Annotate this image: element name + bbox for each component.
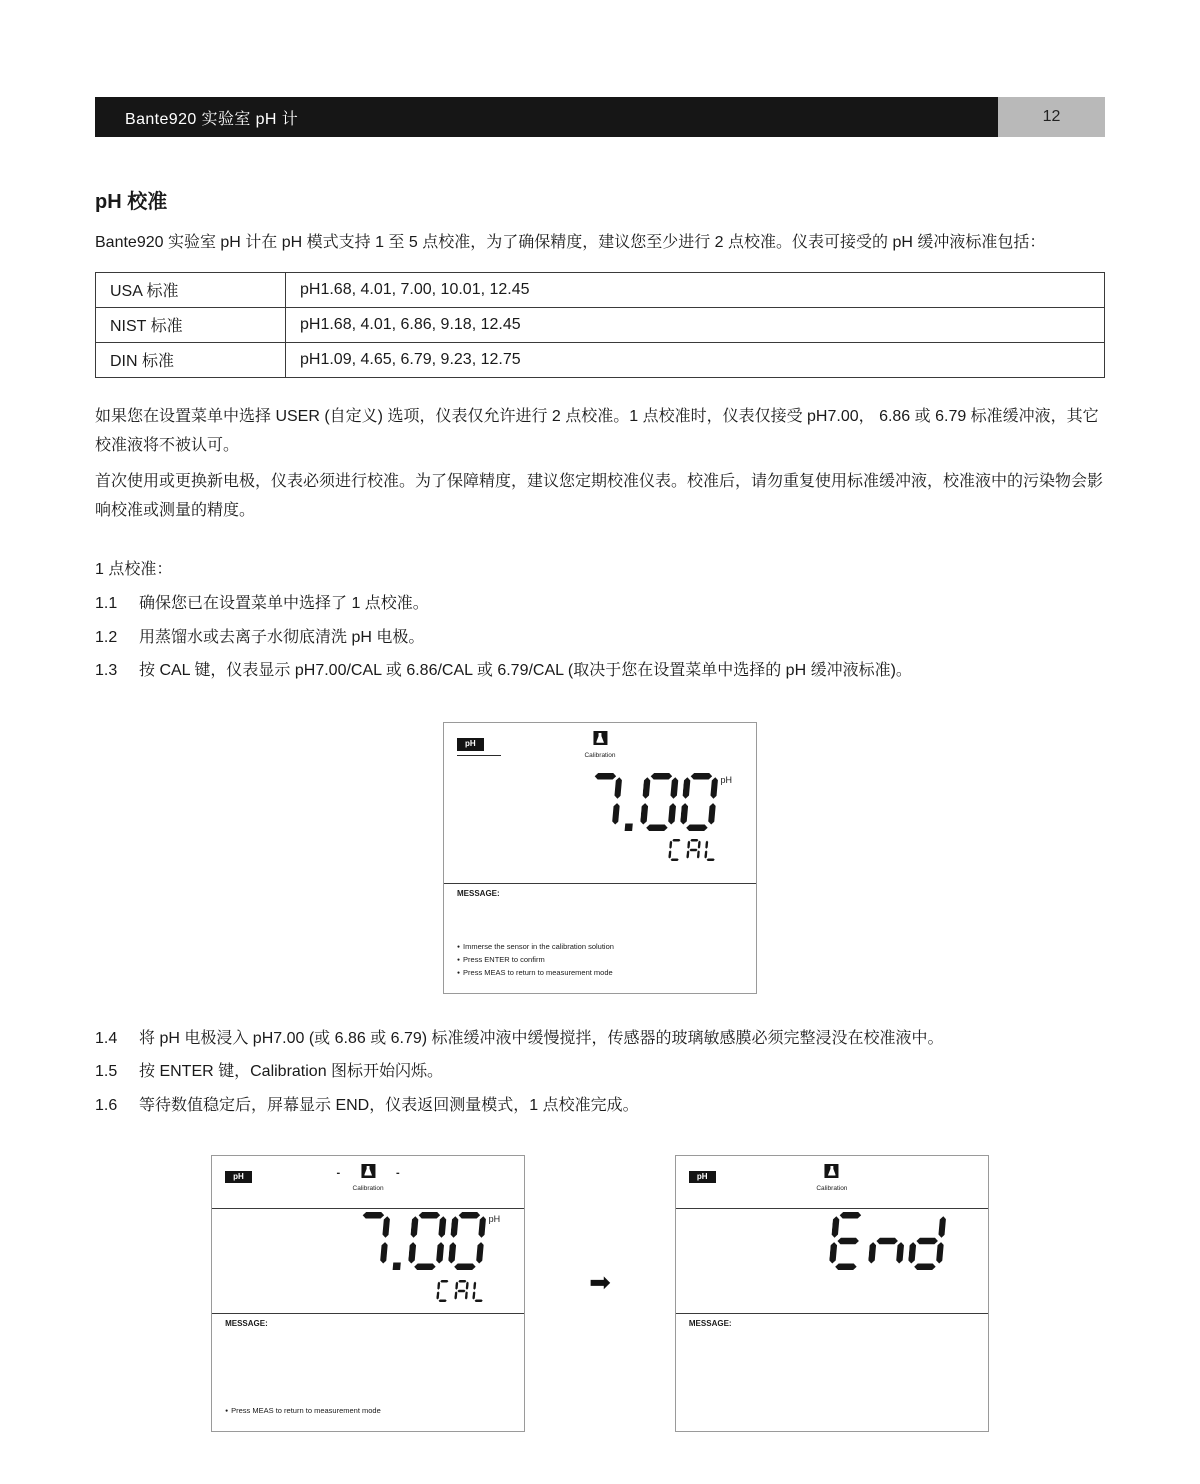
step-item bbox=[95, 1022, 1105, 1056]
lcd-divider bbox=[676, 1313, 988, 1314]
calibration-indicator-flashing bbox=[336, 1164, 400, 1192]
flash-mark-left: - bbox=[336, 1166, 341, 1179]
step-item bbox=[95, 587, 1105, 621]
lcd-display-flashing bbox=[211, 1155, 525, 1432]
step-number: 1.1 bbox=[95, 594, 118, 612]
step-text: 确保您已在设置菜单中选择了 1 点校准。 bbox=[139, 594, 429, 612]
lcd-message: ● Press MEAS to return to measurement mode bbox=[457, 967, 613, 977]
ph-mode-badge bbox=[457, 733, 501, 756]
lcd-top-divider bbox=[676, 1208, 988, 1209]
standard-values: pH1.68, 4.01, 6.86, 9.18, 12.45 bbox=[286, 307, 1105, 342]
seven-segment-end bbox=[828, 1212, 946, 1270]
step-item bbox=[95, 1089, 1105, 1123]
lcd-main-value bbox=[354, 1212, 500, 1270]
lcd-message: ● Press MEAS to return to measurement mode bbox=[225, 1405, 381, 1415]
calibration-icon bbox=[825, 1164, 839, 1178]
lcd-divider bbox=[212, 1313, 524, 1314]
bullet-icon: ● bbox=[457, 943, 461, 950]
lcd-main-value bbox=[586, 773, 732, 831]
message-label: MESSAGE: bbox=[688, 1318, 732, 1328]
calibration-label: Calibration bbox=[584, 751, 616, 759]
flash-mark-right: - bbox=[395, 1166, 400, 1179]
bullet-icon: ● bbox=[457, 956, 461, 963]
standard-name: USA 标准 bbox=[96, 272, 286, 307]
lcd-display-end bbox=[675, 1155, 989, 1432]
table-row bbox=[96, 307, 1105, 342]
user-option-paragraph: 如果您在设置菜单中选择 USER (自定义) 选项，仪表仅允许进行 2 点校准。1 点校准时，仪表仅接受 pH7.00， 6.86 或 6.79 标准缓冲液，其它校准液将不被认可。 bbox=[95, 407, 1099, 455]
step-item bbox=[95, 1055, 1105, 1089]
step-text: 用蒸馏水或去离子水彻底清洗 pH 电极。 bbox=[139, 628, 425, 646]
calibration-icon bbox=[593, 731, 607, 745]
lcd-top-divider bbox=[212, 1208, 524, 1209]
step-text: 将 pH 电极浸入 pH7.00 (或 6.86 或 6.79) 标准缓冲液中缓慢搅拌，传感器的玻璃敏感膜必须完整浸没在校准液中。 bbox=[139, 1029, 944, 1047]
step-number: 1.5 bbox=[95, 1063, 118, 1081]
table-row bbox=[96, 342, 1105, 377]
calibration-label: Calibration bbox=[816, 1184, 848, 1192]
step-item bbox=[95, 621, 1105, 655]
header-title: Bante920 实验室 pH 计 bbox=[95, 97, 998, 137]
lcd-sequence-row bbox=[95, 1155, 1105, 1432]
table-row bbox=[96, 272, 1105, 307]
lcd-illustration-row bbox=[95, 722, 1105, 994]
calibration-indicator bbox=[584, 731, 615, 759]
standard-name: DIN 标准 bbox=[96, 342, 286, 377]
one-point-cal-heading: 1 点校准： bbox=[95, 560, 173, 578]
ph-mode-label: pH bbox=[689, 1171, 716, 1184]
ph-unit-label: pH bbox=[720, 774, 732, 785]
next-step-arrow-icon: ➡ bbox=[589, 1266, 611, 1297]
standard-values: pH1.09, 4.65, 6.79, 9.23, 12.75 bbox=[286, 342, 1105, 377]
page-header bbox=[95, 97, 1105, 137]
ph-mode-badge bbox=[225, 1166, 252, 1184]
bullet-icon: ● bbox=[225, 1407, 229, 1414]
ph-mode-label: pH bbox=[457, 738, 484, 751]
message-label: MESSAGE: bbox=[225, 1318, 268, 1328]
seven-segment-cal bbox=[668, 839, 719, 861]
lcd-message: ● Press ENTER to confirm bbox=[457, 954, 545, 964]
step-number: 1.3 bbox=[95, 662, 118, 680]
lcd-message: ● Immerse the sensor in the calibration solution bbox=[457, 941, 614, 951]
standard-values: pH1.68, 4.01, 7.00, 10.01, 12.45 bbox=[286, 272, 1105, 307]
step-text: 等待数值稳定后，屏幕显示 END，仪表返回测量模式，1 点校准完成。 bbox=[139, 1096, 639, 1114]
first-use-paragraph: 首次使用或更换新电极，仪表必须进行校准。为了保障精度，建议您定期校准仪表。校准后，请勿重复使用标准缓冲液，校准液中的污染物会影响校准或测量的精度。 bbox=[95, 472, 1104, 520]
lcd-divider bbox=[444, 883, 756, 884]
step-text: 按 CAL 键，仪表显示 pH7.00/CAL 或 6.86/CAL 或 6.79/CAL (取决于您在设置菜单中选择的 pH 缓冲液标准)。 bbox=[139, 662, 912, 680]
step-item bbox=[95, 654, 1105, 688]
lcd-message-list bbox=[457, 938, 748, 981]
seven-segment-cal bbox=[436, 1280, 487, 1302]
step-text: 按 ENTER 键，Calibration 图标开始闪烁。 bbox=[139, 1063, 444, 1081]
seven-segment-value bbox=[583, 773, 718, 831]
lcd-display-cal-prompt bbox=[443, 722, 757, 994]
step-number: 1.2 bbox=[95, 628, 118, 646]
calibration-indicator bbox=[816, 1164, 847, 1192]
ph-mode-badge bbox=[689, 1166, 716, 1184]
seven-segment-value bbox=[351, 1212, 486, 1270]
step-number: 1.4 bbox=[95, 1029, 118, 1047]
section-title: pH 校准 bbox=[95, 191, 168, 213]
ph-unit-label: pH bbox=[488, 1213, 501, 1224]
message-label: MESSAGE: bbox=[457, 888, 500, 898]
calibration-label: Calibration bbox=[352, 1184, 384, 1192]
intro-paragraph: Bante920 实验室 pH 计在 pH 模式支持 1 至 5 点校准，为了确保精度，建议您至少进行 2 点校准。仪表可接受的 pH 缓冲液标准包括： bbox=[95, 234, 1046, 251]
buffer-standards-table bbox=[95, 272, 1105, 378]
calibration-icon bbox=[361, 1164, 375, 1178]
step-number: 1.6 bbox=[95, 1096, 118, 1114]
lcd-message-list bbox=[225, 1402, 516, 1419]
ph-mode-label: pH bbox=[225, 1171, 252, 1184]
standard-name: NIST 标准 bbox=[96, 307, 286, 342]
page-number: 12 bbox=[998, 97, 1105, 137]
bullet-icon: ● bbox=[457, 969, 461, 976]
